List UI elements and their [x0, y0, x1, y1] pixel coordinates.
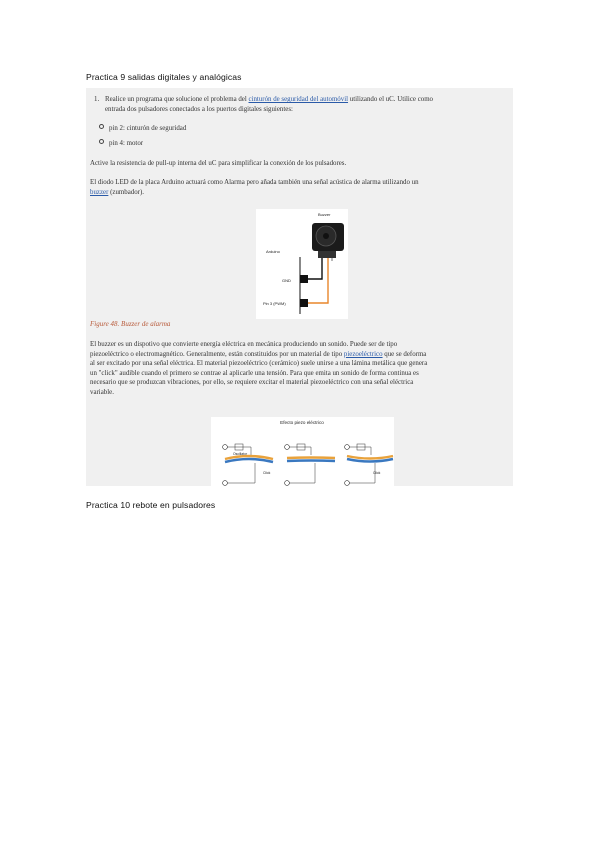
buzzer-link[interactable]: buzzer [90, 188, 109, 196]
buzzer-line-5: necesario que se produzcan vibraciones, por ello, se requiere excitar el material piezoeléctrico con una señal eléctrica [90, 379, 414, 387]
bullet-icon [99, 124, 104, 129]
pin-2-text: pin 2: cinturón de seguridad [109, 125, 187, 132]
piezo-ceramic [347, 456, 393, 459]
buzzer-wiring-diagram [256, 209, 348, 319]
seatbelt-link[interactable]: cinturón de seguridad del automóvil [248, 96, 349, 103]
screenshot-panel [86, 88, 513, 486]
pin3-pad [300, 299, 308, 307]
figure-48-caption: Figure 48. Buzzer de alarma [90, 320, 171, 328]
piezo-stage-3 [345, 444, 393, 485]
buzzer-header [318, 251, 336, 258]
terminal-icon [285, 481, 290, 486]
buzzer-line-3: al ser excitado por una señal eléctrica. El material piezoeléctrico (cerámico) suele unirse a una lámina metálica que genera [90, 360, 428, 368]
led-paragraph [90, 178, 508, 197]
terminal-icon [285, 445, 290, 450]
terminal-icon [223, 481, 228, 486]
buzzer-line-6: variable. [90, 388, 114, 396]
buzzer-center [323, 233, 329, 239]
arduino-label: Arduino [266, 249, 280, 254]
piezo-effect-figure [211, 417, 394, 486]
pullup-paragraph: Active la resistencia de pull-up interna del uC para simplificar la conexión de los pulsadores. [90, 160, 347, 167]
pin-item [99, 124, 186, 134]
click-label-1: Click [263, 471, 271, 475]
task-text-1: Realice un programa que solucione el problema del [105, 96, 249, 103]
led-line-1: El diodo LED de la placa Arduino actuará como Alarma pero añada también una señal acústica de alarma utilizando un [90, 179, 419, 186]
led-line-2: (zumbador). [108, 188, 144, 196]
piezo-stage-1 [223, 444, 273, 485]
oscillator-label: Oscillator [233, 452, 248, 456]
pin-item [99, 139, 143, 149]
practice-9-heading: Practica 9 salidas digitales y analógicas [86, 72, 242, 82]
piezo-stage-2 [285, 444, 335, 485]
buzzer-wiring-figure [256, 209, 348, 319]
bullet-icon [99, 139, 104, 144]
gnd-label: GND [282, 278, 291, 283]
pin-4-text: pin 4: motor [109, 140, 144, 147]
signal-wire [308, 258, 328, 303]
task-number: 1. [94, 96, 100, 103]
piezo-title: Efecto piezo eléctrico [280, 420, 324, 425]
piezo-effect-diagram [211, 417, 394, 486]
practice-10-heading: Practica 10 rebote en pulsadores [86, 500, 216, 510]
metal-plate [225, 459, 273, 462]
gnd-wire [308, 258, 322, 279]
pin3-label: Pin 3 (PWM) [263, 301, 286, 306]
buzzer-line-4: un "click" audible cuando el primero se contrae al aplicarle una tensión. Para que emita un sonido de forma continua es [90, 369, 419, 377]
task-text-2: entrada dos pulsadores conectados a los puertos digitales siguientes: [105, 106, 293, 113]
buzzer-line-1: El buzzer es un dispotivo que convierte energía eléctrica en mecánica produciendo un sonido. Puede ser de tipo [90, 341, 398, 348]
buzzer-label: Buzzer [318, 212, 331, 217]
metal-plate [287, 461, 335, 462]
terminal-icon [223, 445, 228, 450]
gnd-pad [300, 275, 308, 283]
terminal-icon [345, 481, 350, 486]
click-label-2: Click [373, 471, 381, 475]
buzzer-line-2b: que se deforma [382, 350, 427, 358]
piezo-ceramic [287, 458, 335, 459]
buzzer-line-2: piezoeléctrico o electromagnético. Generalmente, están constituidos por un material de tipo [90, 350, 344, 358]
buzzer-paragraph [90, 340, 508, 398]
piezo-link[interactable]: piezoeléctrico [343, 350, 383, 358]
terminal-icon [345, 445, 350, 450]
task-text-1b: utilizando el uC. Utilice como [348, 96, 433, 103]
